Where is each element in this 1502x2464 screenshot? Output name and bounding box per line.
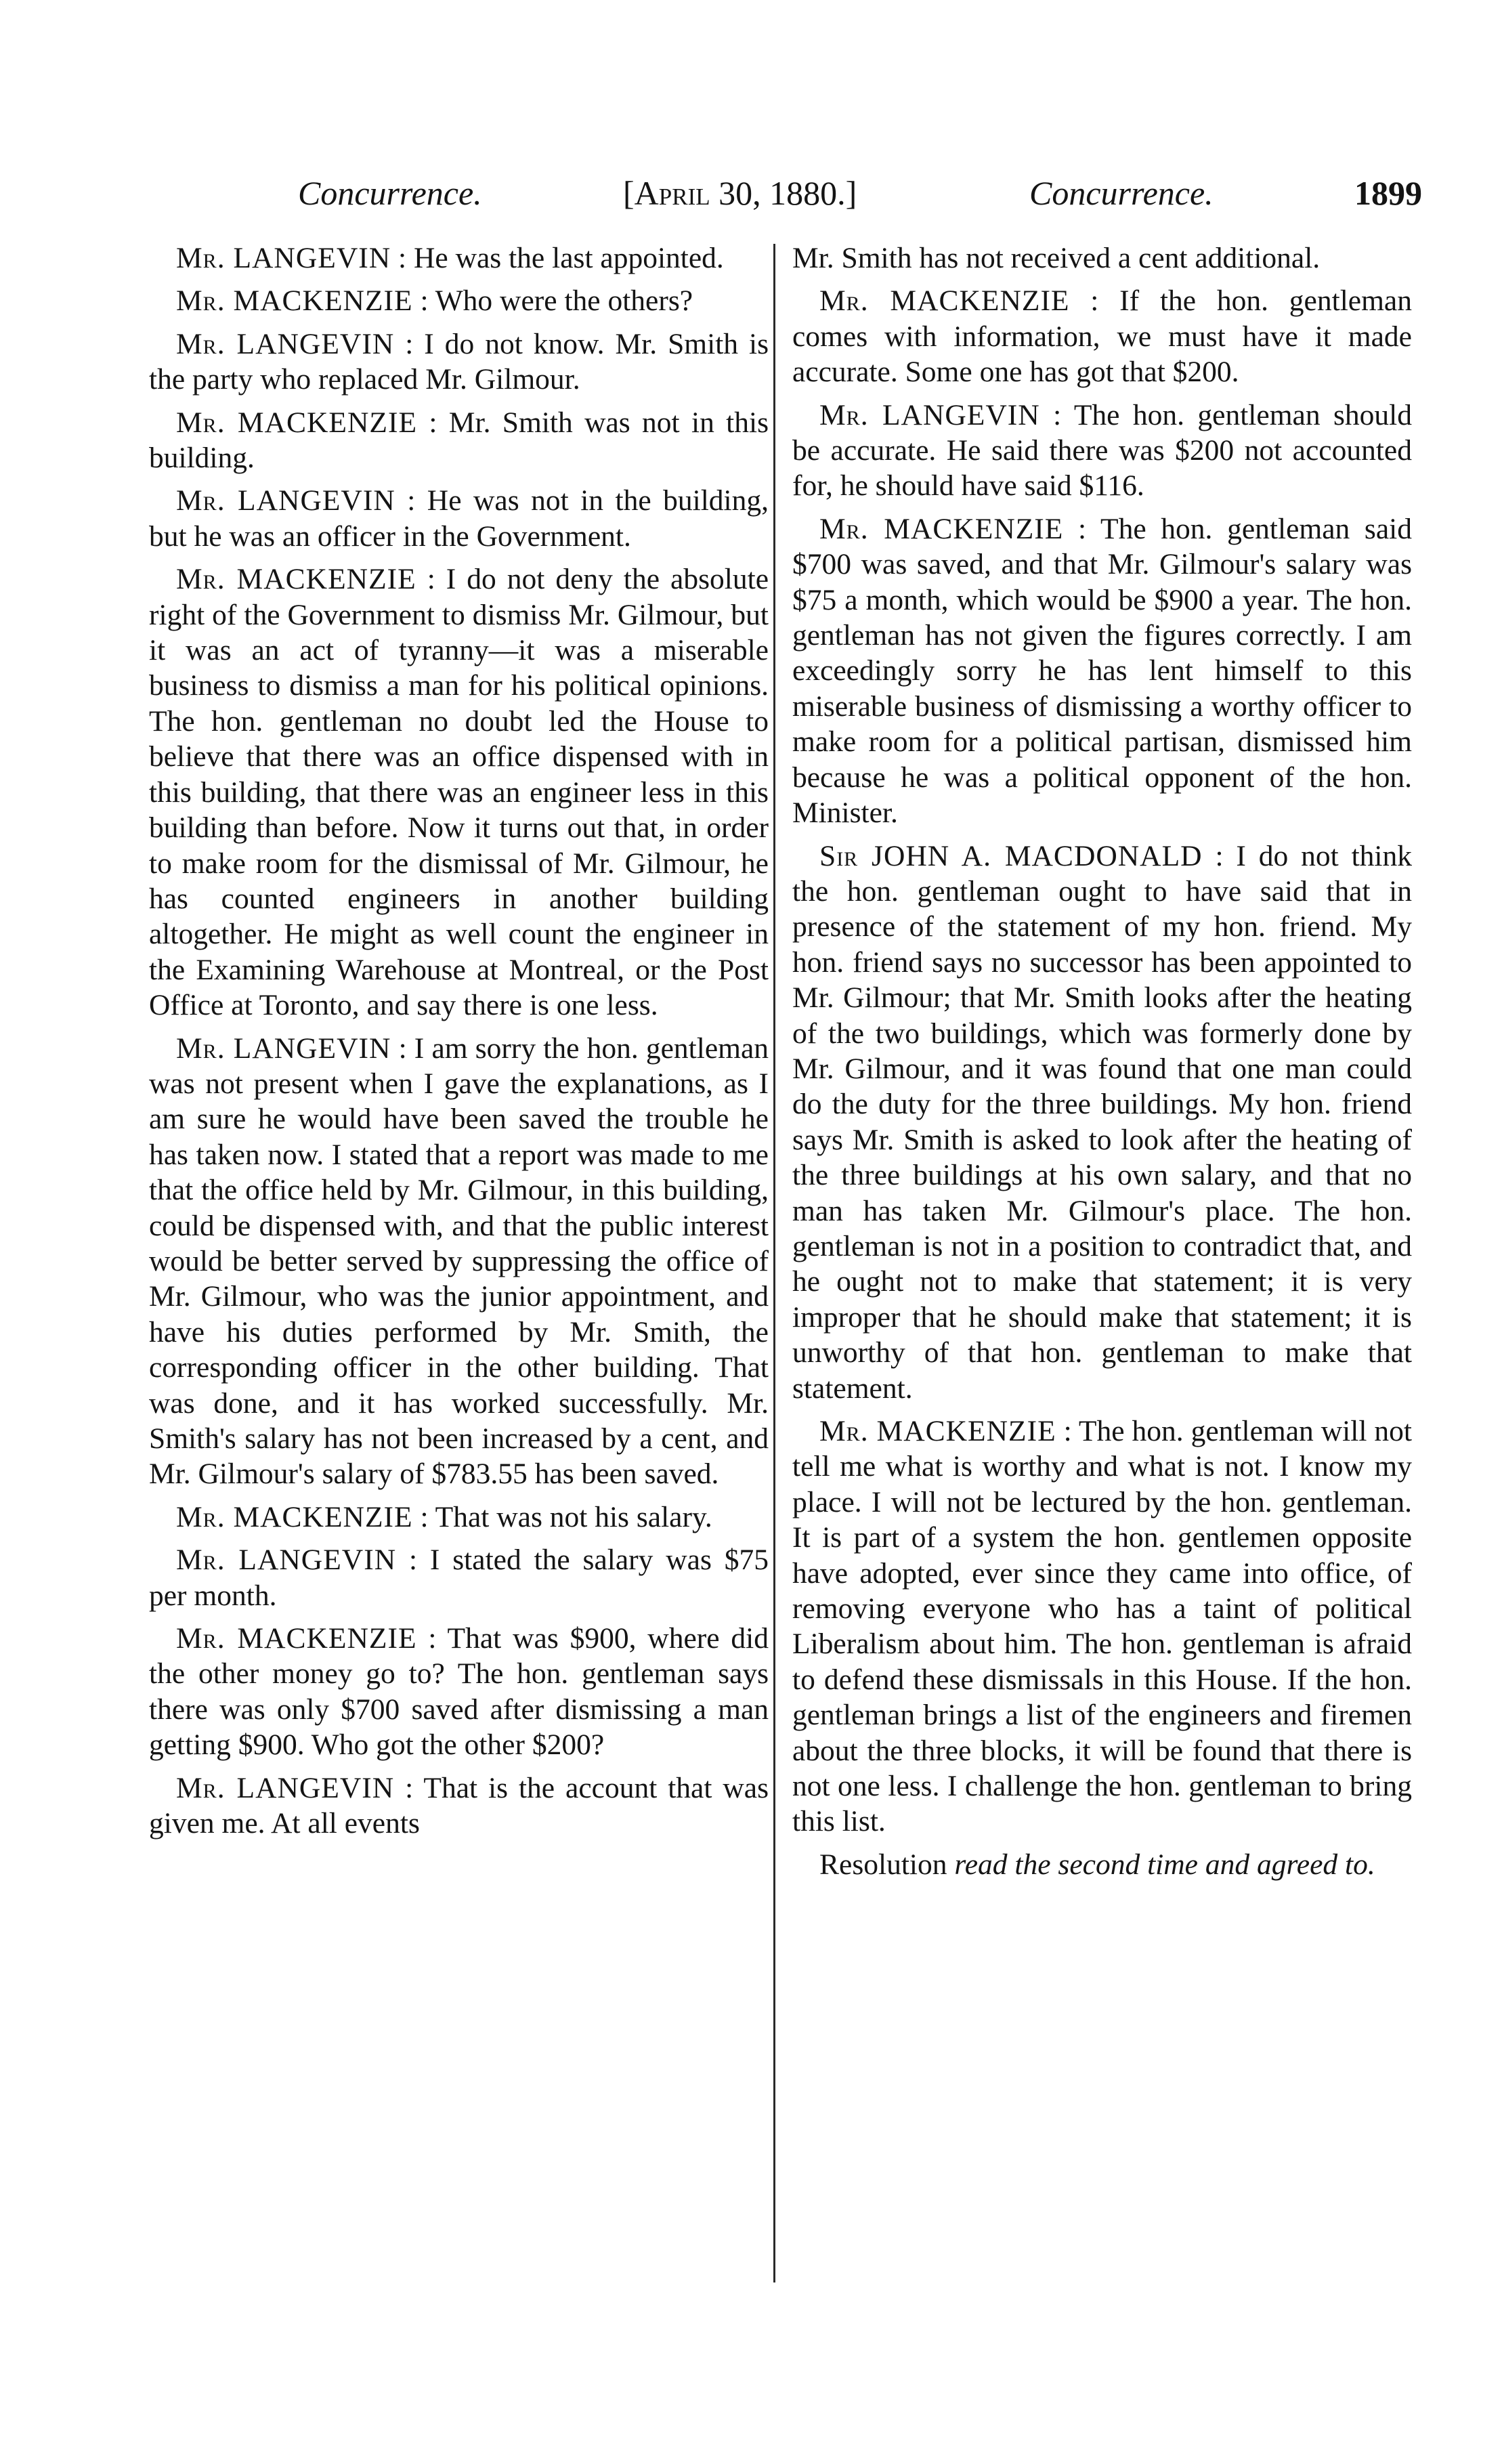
debate-paragraph xyxy=(149,326,769,398)
debate-paragraph xyxy=(792,283,1412,389)
speaker-name: Mr. LANGEVIN xyxy=(176,1771,395,1804)
speaker-name: Mr. MACKENZIE xyxy=(176,1500,413,1533)
speech-text: : He was the last appointed. xyxy=(398,242,724,274)
speech-text: : That is the account that was given me. At all events xyxy=(149,1771,769,1840)
speech-text: : He was not in the building, but he was an officer in the Government. xyxy=(149,484,769,553)
running-header xyxy=(298,163,1422,224)
speaker-name: Mr. LANGEVIN xyxy=(176,484,395,517)
debate-paragraph xyxy=(149,283,769,318)
speech-text: : That was $900, where did the other money go to? The hon. gentleman says there was only $700 saved after dismissing a man getting $900. Who got the other $200? xyxy=(149,1622,769,1762)
debate-paragraph xyxy=(792,838,1412,1407)
header-section-right: Concurrence. xyxy=(1029,174,1214,212)
resolution-lead: Resolution xyxy=(819,1848,947,1881)
debate-paragraph xyxy=(792,511,1412,831)
debate-paragraph xyxy=(792,1414,1412,1840)
page-number: 1899 xyxy=(1354,174,1422,212)
column-divider xyxy=(773,244,775,2282)
resolution-paragraph xyxy=(792,1847,1412,1882)
speech-text: Mr. Smith has not received a cent additional. xyxy=(792,242,1321,274)
speech-text: : Mr. Smith was not in this building. xyxy=(149,406,769,475)
speaker-name: Mr. MACKENZIE xyxy=(176,563,416,596)
speech-text: : I do not deny the absolute right of the Government to dismiss Mr. Gilmour, but it was an act of tyranny—it was a miserable business to dismiss a man for his political opinions. The hon. gentleman no doubt led the House to believe that there was an office dispensed with in this building, that there was an engineer less in this building than before. Now it turns out that, in order to make room for the dismissal of Mr. Gilmour, he has counted engineers in another building altogether. He might as well count the engineer in the Examining Warehouse at Montreal, or the Post Office at Toronto, and say there is one less. xyxy=(149,563,769,1022)
speech-text: : The hon. gentleman said $700 was saved, and that Mr. Gilmour's salary was $75 a month, which would be $900 a year. The hon. gentleman has not given the figures correctly. I am exceedingly sorry he has lent himself to this miserable business of dismissing a worthy officer to make room for a political partisan, dismissed him because he was a political opponent of the hon. Minister. xyxy=(792,512,1413,830)
debate-paragraph xyxy=(792,398,1412,504)
debate-paragraph xyxy=(149,1500,769,1535)
speaker-name: Mr. MACKENZIE xyxy=(819,512,1064,545)
debate-paragraph xyxy=(149,561,769,1023)
resolution-italic: read the second time and agreed to. xyxy=(954,1848,1375,1881)
speaker-name: Mr. MACKENZIE xyxy=(819,1415,1056,1447)
speaker-name: Mr. MACKENZIE xyxy=(176,1622,417,1655)
speaker-name: Mr. LANGEVIN xyxy=(176,1032,391,1065)
speech-text: : If the hon. gentleman comes with information, we must have it made accurate. Some one has got that $200. xyxy=(792,284,1412,389)
left-column xyxy=(149,240,769,1848)
speaker-name: Mr. LANGEVIN xyxy=(176,242,391,274)
speaker-name: Mr. LANGEVIN xyxy=(819,398,1040,431)
debate-paragraph-continued xyxy=(792,240,1412,276)
speaker-name: Mr. MACKENZIE xyxy=(819,284,1070,318)
speaker-name: Mr. MACKENZIE xyxy=(176,284,413,318)
speech-text: : The hon. gentleman should be accurate. He said there was $200 not accounted for, he should have said $116. xyxy=(792,398,1413,503)
debate-paragraph xyxy=(149,1770,769,1842)
speech-text: : I stated the salary was $75 per month. xyxy=(149,1544,769,1612)
speaker-name: Mr. LANGEVIN xyxy=(176,1544,397,1577)
speech-text: : I do not know. Mr. Smith is the party who replaced Mr. Gilmour. xyxy=(149,327,769,396)
debate-paragraph xyxy=(149,1031,769,1492)
speaker-name: Mr. LANGEVIN xyxy=(176,327,395,360)
speaker-name: Sir JOHN A. MACDONALD xyxy=(819,839,1203,872)
header-date: [April 30, 1880.] xyxy=(623,174,857,212)
debate-paragraph xyxy=(149,1621,769,1763)
debate-paragraph xyxy=(149,1542,769,1613)
debate-paragraph xyxy=(149,483,769,554)
speaker-name: Mr. MACKENZIE xyxy=(176,406,418,439)
speech-text: : That was not his salary. xyxy=(420,1500,712,1533)
debate-paragraph xyxy=(149,240,769,276)
speech-text: : Who were the others? xyxy=(420,284,693,318)
speech-text: : The hon. gentleman will not tell me what is worthy and what is not. I know my place. I will not be lectured by the hon. gentleman. It is part of a system the hon. gentlemen opposite have adopted, ever since they came into office, of removing everyone who has a taint of political Liberalism about him. The hon. gentleman is afraid to defend these dismissals in this House. If the hon. gentleman brings a list of the engineers and firemen about the three blocks, it will be found that there is not one less. I challenge the hon. gentleman to bring this list. xyxy=(792,1415,1413,1838)
speech-text: : I am sorry the hon. gentleman was not present when I gave the explanations, as I am sure he would have been saved the trouble he has taken now. I stated that a report was made to me that the office held by Mr. Gilmour, in this building, could be dispensed with, and that the public interest would be better served by suppressing the office of Mr. Gilmour, who was the junior appointment, and have his duties performed by Mr. Smith, the corresponding officer in the other building. That was done, and it has worked successfully. Mr. Smith's salary has not been increased by a cent, and Mr. Gilmour's salary of $783.55 has been saved. xyxy=(149,1032,769,1491)
right-column xyxy=(792,240,1412,1890)
debate-paragraph xyxy=(149,405,769,476)
header-section-left: Concurrence. xyxy=(298,174,482,212)
speech-text: : I do not think the hon. gentleman ought to have said that in presence of the statement of my hon. friend. My hon. friend says no successor has been appointed to Mr. Gilmour; that Mr. Smith looks after the heating of the two buildings, which was formerly done by Mr. Gilmour, and it was found that one man could do the duty for the three buildings. My hon. friend says Mr. Smith is asked to look after the heating of the three buildings at his own salary, and that no man has taken Mr. Gilmour's place. The hon. gentleman is not in a position to contradict that, and he ought not to make that statement; it is very improper that he should make that statement; it is unworthy of that hon. gentleman to make that statement. xyxy=(792,839,1412,1405)
